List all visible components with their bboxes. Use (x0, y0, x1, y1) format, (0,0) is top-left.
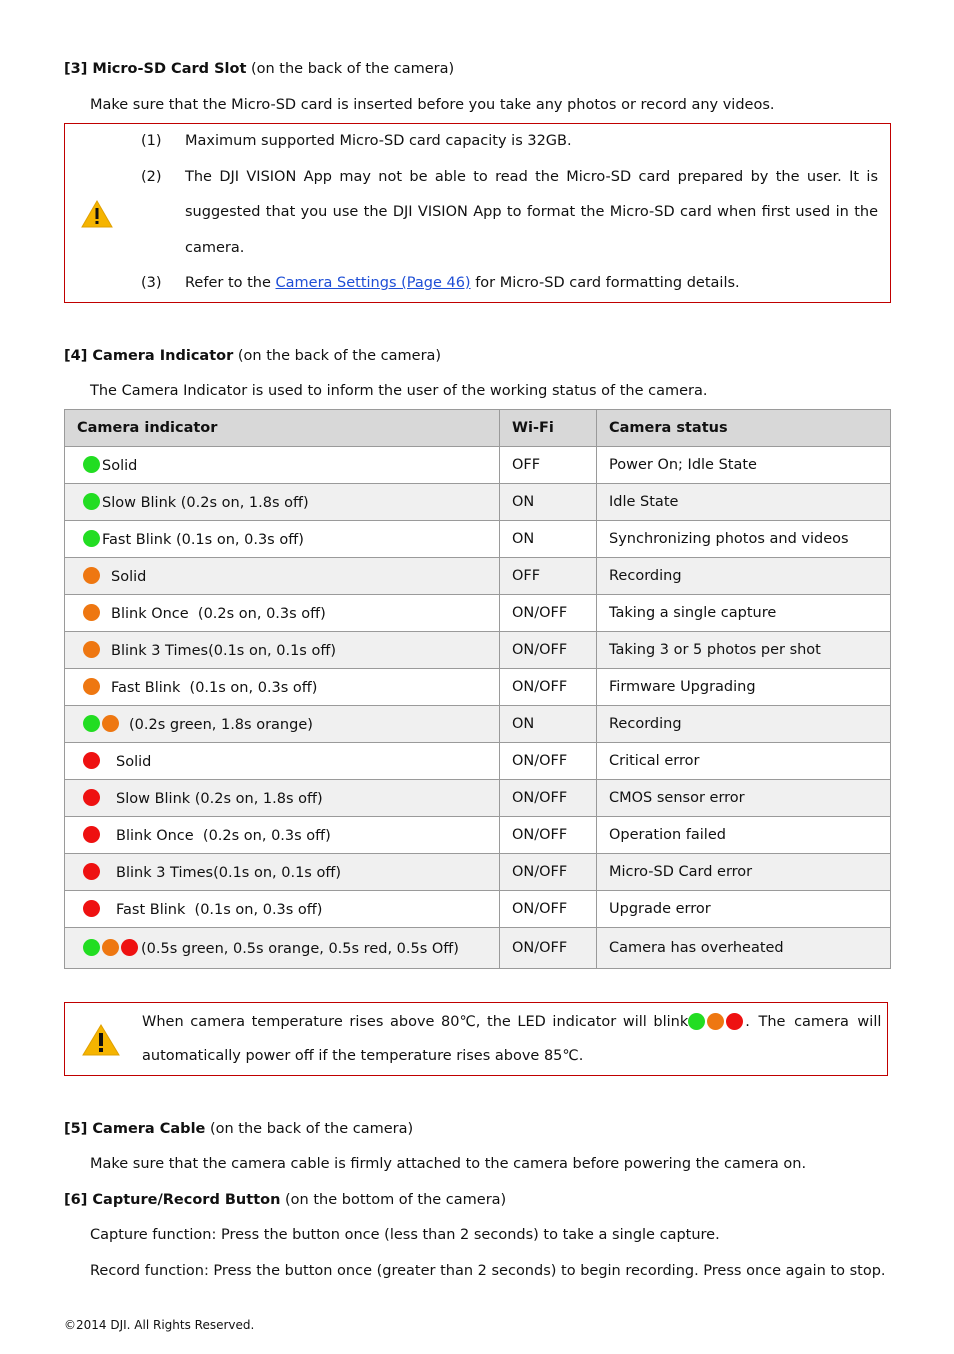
table-row (65, 743, 891, 780)
warning-triangle-icon (82, 1024, 120, 1056)
status-cell: Power On; Idle State (597, 447, 891, 484)
orange-led-icon (102, 939, 119, 956)
wifi-cell: ON/OFF (500, 854, 597, 891)
table-row (65, 632, 891, 669)
table-row (65, 447, 891, 484)
section-4-heading: [4] Camera Indicator (on the back of the camera) (64, 348, 442, 364)
wifi-cell: ON/OFF (500, 595, 597, 632)
indicator-cell (65, 706, 500, 743)
indicator-label: Blink 3 Times(0.1s on, 0.1s off) (111, 643, 336, 659)
status-cell: Firmware Upgrading (597, 669, 891, 706)
note-item-2-line-1: The DJI VISION App may not be able to read the Micro-SD card prepared by the user. It is (185, 169, 878, 185)
section-6-heading: [6] Capture/Record Button (on the bottom of the camera) (64, 1192, 507, 1208)
status-cell: CMOS sensor error (597, 780, 891, 817)
status-cell: Micro-SD Card error (597, 854, 891, 891)
indicator-cell (65, 891, 500, 928)
status-cell: Operation failed (597, 817, 891, 854)
red-led-icon (83, 863, 100, 880)
indicator-cell (65, 558, 500, 595)
table-row (65, 780, 891, 817)
status-cell: Synchronizing photos and videos (597, 521, 891, 558)
warning-triangle-icon (81, 200, 113, 228)
table-row (65, 521, 891, 558)
wifi-cell: ON/OFF (500, 928, 597, 969)
table-row (65, 706, 891, 743)
camera-indicator-table (64, 409, 891, 969)
green-led-icon (83, 456, 100, 473)
note-item-2-line-3: camera. (185, 240, 245, 256)
indicator-cell (65, 484, 500, 521)
indicator-cell (65, 780, 500, 817)
status-cell: Taking a single capture (597, 595, 891, 632)
red-led-icon (83, 789, 100, 806)
red-led-icon (83, 900, 100, 917)
indicator-cell (65, 447, 500, 484)
wifi-cell: ON/OFF (500, 780, 597, 817)
green-led-icon (83, 939, 100, 956)
orange-led-icon (83, 604, 100, 621)
wifi-cell: OFF (500, 447, 597, 484)
wifi-cell: ON (500, 484, 597, 521)
note-item-2-line-2: suggested that you use the DJI VISION App to format the Micro-SD card when first used in the (185, 204, 878, 220)
table-row (65, 558, 891, 595)
indicator-cell (65, 521, 500, 558)
red-led-icon (83, 826, 100, 843)
orange-led-icon (102, 715, 119, 732)
indicator-label: Slow Blink (0.2s on, 1.8s off) (116, 791, 323, 807)
copyright-footer: ©2014 DJI. All Rights Reserved. (64, 1318, 255, 1332)
table-row (65, 669, 891, 706)
micro-sd-note-box: (1) Maximum supported Micro-SD card capacity is 32GB. (2) The DJI VISION App may not be able to read the Micro-SD card prepared by the user. It is suggested that you use the DJI VISION App to format the Micro-SD card when first used in the camera. (3) Refer to the Camera Settings (Page 46) for Micro-SD card formatting details. (64, 123, 891, 303)
table-row (65, 854, 891, 891)
status-cell: Idle State (597, 484, 891, 521)
overheat-warning-line-2: automatically power off if the temperature rises above 85℃. (142, 1048, 584, 1064)
green-led-icon (83, 530, 100, 547)
indicator-label: Blink Once (0.2s on, 0.3s off) (116, 828, 331, 844)
green-led-icon (83, 715, 100, 732)
overheat-warning-line-1: When camera temperature rises above 80℃, the LED indicator will blink . The camera will (142, 1014, 882, 1030)
section-3-intro: Make sure that the Micro-SD card is inserted before you take any photos or record any videos. (90, 97, 775, 113)
indicator-label: Fast Blink (0.1s on, 0.3s off) (102, 532, 304, 548)
status-cell: Upgrade error (597, 891, 891, 928)
indicator-cell (65, 854, 500, 891)
indicator-label: Solid (102, 458, 138, 474)
section-3-heading: [3] Micro-SD Card Slot (on the back of the camera) (64, 61, 455, 77)
red-led-icon (121, 939, 138, 956)
wifi-cell: ON/OFF (500, 891, 597, 928)
indicator-label: Blink Once (0.2s on, 0.3s off) (111, 606, 326, 622)
camera-settings-link[interactable]: Camera Settings (Page 46) (275, 275, 471, 291)
wifi-cell: ON/OFF (500, 743, 597, 780)
indicator-cell (65, 928, 500, 969)
orange-led-icon (83, 641, 100, 658)
wifi-cell: OFF (500, 558, 597, 595)
camera-indicator-table-body (65, 447, 891, 969)
table-row (65, 891, 891, 928)
table-row (65, 484, 891, 521)
indicator-cell (65, 595, 500, 632)
table-row (65, 595, 891, 632)
indicator-label: (0.2s green, 1.8s orange) (129, 717, 313, 733)
indicator-label: Blink 3 Times(0.1s on, 0.1s off) (116, 865, 341, 881)
indicator-cell (65, 632, 500, 669)
header-wifi: Wi-Fi (500, 410, 597, 447)
indicator-label: Fast Blink (0.1s on, 0.3s off) (111, 680, 318, 696)
status-cell: Recording (597, 706, 891, 743)
wifi-cell: ON/OFF (500, 632, 597, 669)
green-led-icon (83, 493, 100, 510)
table-header-row (65, 410, 891, 447)
table-row (65, 817, 891, 854)
indicator-cell (65, 817, 500, 854)
header-camera-status: Camera status (597, 410, 891, 447)
record-function-text: Record function: Press the button once (greater than 2 seconds) to begin recording. Press once again to stop. (90, 1263, 886, 1279)
section-5-heading: [5] Camera Cable (on the back of the camera) (64, 1121, 414, 1137)
overheat-warning-box (64, 1002, 888, 1076)
table-row (65, 928, 891, 969)
orange-led-icon (83, 567, 100, 584)
status-cell: Taking 3 or 5 photos per shot (597, 632, 891, 669)
red-led-icon (83, 752, 100, 769)
indicator-label: Solid (111, 569, 147, 585)
indicator-label: Slow Blink (0.2s on, 1.8s off) (102, 495, 309, 511)
indicator-label: Fast Blink (0.1s on, 0.3s off) (116, 902, 323, 918)
wifi-cell: ON/OFF (500, 817, 597, 854)
header-camera-indicator: Camera indicator (65, 410, 500, 447)
section-5-intro: Make sure that the camera cable is firmly attached to the camera before powering the camera on. (90, 1156, 807, 1172)
indicator-label: Solid (116, 754, 152, 770)
indicator-label: (0.5s green, 0.5s orange, 0.5s red, 0.5s Off) (141, 941, 459, 957)
status-cell: Recording (597, 558, 891, 595)
indicator-cell (65, 669, 500, 706)
wifi-cell: ON (500, 521, 597, 558)
wifi-cell: ON/OFF (500, 669, 597, 706)
overheat-dots (688, 1013, 745, 1031)
section-4-intro: The Camera Indicator is used to inform the user of the working status of the camera. (90, 383, 708, 399)
green-led-icon (688, 1013, 705, 1030)
orange-led-icon (707, 1013, 724, 1030)
indicator-cell (65, 743, 500, 780)
status-cell: Critical error (597, 743, 891, 780)
orange-led-icon (83, 678, 100, 695)
red-led-icon (726, 1013, 743, 1030)
wifi-cell: ON (500, 706, 597, 743)
status-cell: Camera has overheated (597, 928, 891, 969)
capture-function-text: Capture function: Press the button once (less than 2 seconds) to take a single capture. (90, 1227, 720, 1243)
